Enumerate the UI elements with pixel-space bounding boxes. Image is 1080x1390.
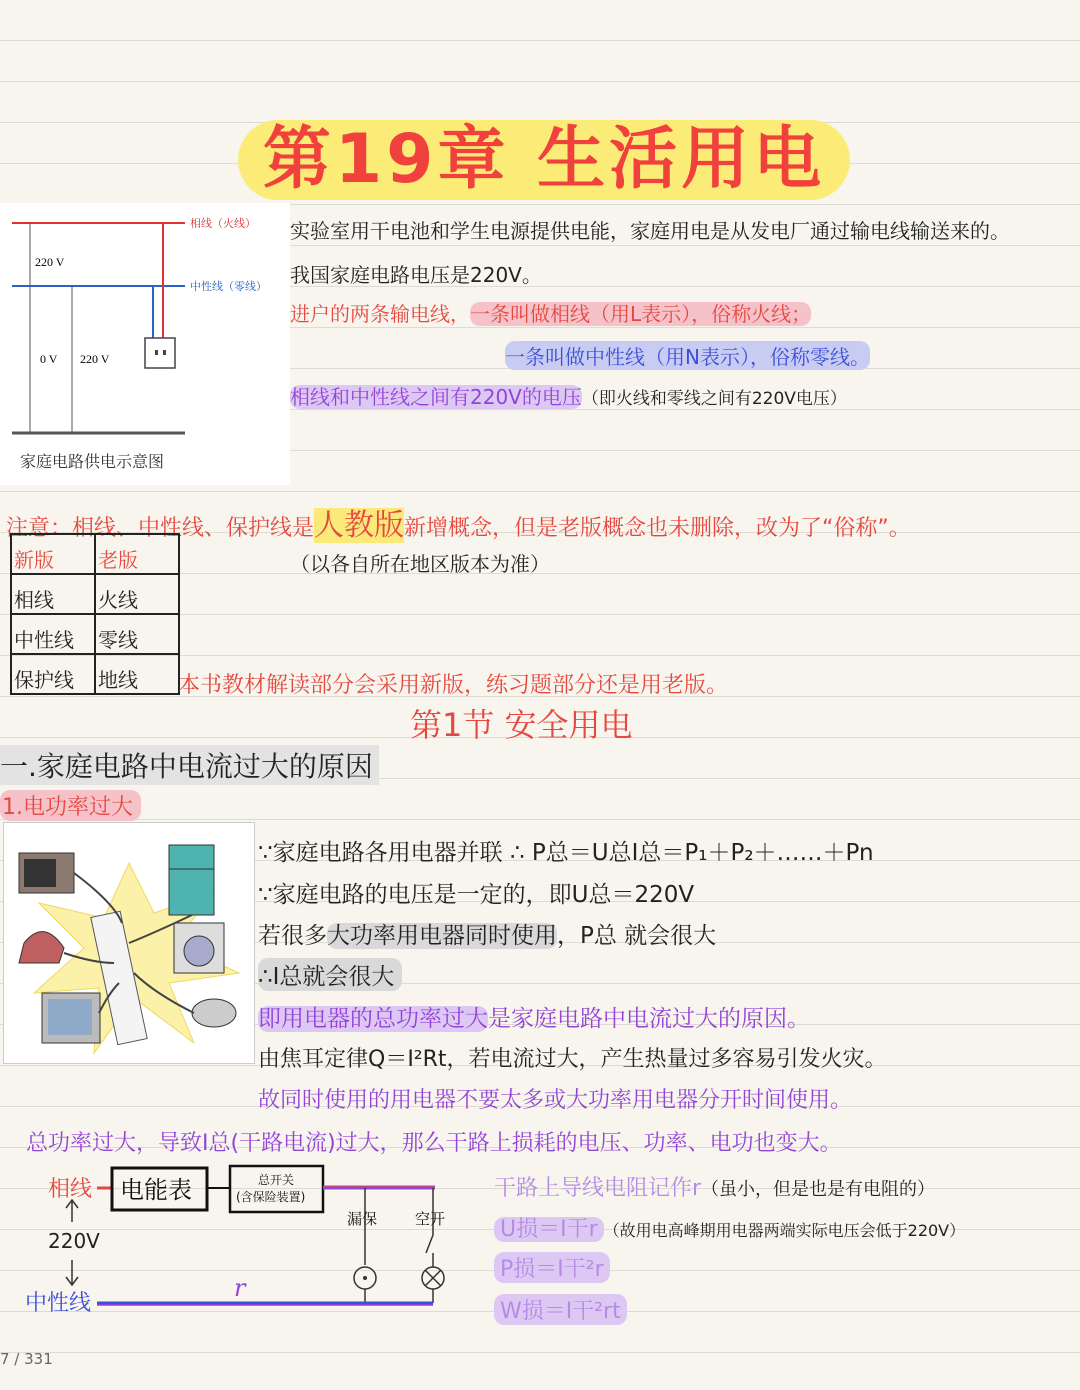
voltage-note: （即火线和零线之间有220V电压） bbox=[581, 389, 847, 409]
table-row bbox=[11, 534, 179, 574]
table-row bbox=[11, 614, 179, 654]
v-zero-label: 0 V bbox=[40, 352, 58, 366]
main-line-svg bbox=[0, 1160, 480, 1340]
circuit-neutral-label: 中性线 bbox=[25, 1291, 92, 1316]
work-loss-formula: W损＝I干²rt bbox=[494, 1294, 627, 1325]
formula-2a: U损＝I干r bbox=[494, 1217, 604, 1242]
intro-line-1: 实验室用干电池和学生电源提供电能，家庭用电是从发电厂通过输电线输送来的。 bbox=[290, 219, 1010, 243]
table-cell: 老版 bbox=[95, 534, 179, 574]
reason-line-6: 由焦耳定律Q＝I²Rt，若电流过大，产生热量过多容易引发火灾。 bbox=[258, 1047, 887, 1072]
reason-line-5 bbox=[258, 1000, 810, 1033]
table-row bbox=[11, 654, 179, 694]
table-cell: 新版 bbox=[11, 534, 95, 574]
household-circuit-diagram bbox=[0, 203, 290, 485]
version-table bbox=[10, 533, 180, 695]
reason-5a: 即用电器的总功率过大 bbox=[258, 1006, 488, 1032]
reason-line-1: ∵家庭电路各用电器并联 ∴ P总＝U总I总＝P₁＋P₂＋……＋Pn bbox=[258, 840, 874, 866]
subheading-power: 1.电功率过大 bbox=[0, 790, 141, 821]
reason-line-7: 故同时使用的用电器不要太多或大功率用电器分开时间使用。 bbox=[258, 1088, 853, 1113]
neutral-definition: 一条叫做中性线（用N表示），俗称零线。 bbox=[505, 341, 870, 370]
v-top-label: 220 V bbox=[35, 255, 65, 269]
reason-5b: 是家庭电路中电流过大的原因。 bbox=[488, 1006, 810, 1032]
table-cell: 零线 bbox=[95, 614, 179, 654]
intro-line-3a: 进户的两条输电线， bbox=[290, 302, 470, 326]
air-switch-label: 空开 bbox=[415, 1210, 446, 1228]
note-suffix: 新增概念，但是老版概念也未删除，改为了“俗称”。 bbox=[404, 516, 911, 541]
formula-1b: （虽小，但是也是有电阻的） bbox=[701, 1179, 936, 1200]
heading-1: 一.家庭电路中电流过大的原因 bbox=[0, 745, 379, 785]
neutral-wire-label: 中性线（零线） bbox=[190, 280, 267, 293]
meter-label: 电能表 bbox=[120, 1176, 192, 1204]
reason-line-4: ∴I总就会很大 bbox=[258, 958, 402, 991]
main-switch-sub-label: (含保险装置) bbox=[236, 1190, 306, 1204]
voltage-statement: 相线和中性线之间有220V的电压 bbox=[290, 385, 582, 409]
intro-line-2: 我国家庭电路电压是220V。 bbox=[290, 263, 542, 287]
table-row bbox=[11, 574, 179, 614]
leak-protector-label: 漏保 bbox=[347, 1210, 378, 1228]
intro-line-5 bbox=[290, 381, 847, 410]
table-cell: 中性线 bbox=[11, 614, 95, 654]
region-note: （以各自所在地区版本为准） bbox=[290, 552, 550, 576]
chapter-title: 第19章 生活用电 bbox=[238, 120, 850, 200]
voltage-loss-formula bbox=[494, 1212, 965, 1243]
reason-line-3 bbox=[258, 917, 716, 950]
power-loss-formula: P损＝I干²r bbox=[494, 1252, 610, 1283]
reason-line-2: ∵家庭电路的电压是一定的，即U总＝220V bbox=[258, 882, 695, 908]
v-right-label: 220 V bbox=[80, 352, 110, 366]
circuit-phase-label: 相线 bbox=[48, 1177, 93, 1202]
diagram-caption: 家庭电路供电示意图 bbox=[20, 452, 165, 471]
note-prefix: 注意：相线、中性线、保护线是 bbox=[6, 516, 315, 541]
circuit-voltage-label: 220V bbox=[48, 1229, 100, 1253]
main-line-circuit bbox=[0, 1160, 480, 1340]
phase-definition: 一条叫做相线（用L表示），俗称火线； bbox=[470, 302, 812, 326]
page-indicator: 7 / 331 bbox=[0, 1350, 53, 1368]
formula-2b: （故用电高峰期用电器两端实际电压会低于220V） bbox=[603, 1221, 966, 1240]
usage-note: 本书教材解读部分会采用新版，练习题部分还是用老版。 bbox=[178, 673, 729, 698]
formula-1a: 干路上导线电阻记作r bbox=[494, 1176, 702, 1201]
main-switch-label: 总开关 bbox=[258, 1173, 295, 1187]
note-highlight: 人教版 bbox=[314, 508, 405, 543]
table-cell: 火线 bbox=[95, 574, 179, 614]
reason-3c: ，P总 就会很大 bbox=[557, 923, 717, 949]
phase-wire-label: 相线（火线） bbox=[190, 217, 256, 230]
circuit-svg bbox=[0, 203, 290, 485]
table-cell: 保护线 bbox=[11, 654, 95, 694]
resistance-note bbox=[494, 1171, 935, 1202]
line-resistance-label: r bbox=[234, 1274, 246, 1302]
reason-3b: 大功率用电器同时使用 bbox=[327, 923, 557, 949]
section-title: 第1节 安全用电 bbox=[410, 706, 633, 744]
overloaded-outlet-illustration bbox=[3, 822, 255, 1064]
reason-3a: 若很多 bbox=[258, 923, 327, 949]
reason-line-8: 总功率过大，导致I总(干路电流)过大，那么干路上损耗的电压、功率、电功也变大。 bbox=[26, 1131, 842, 1156]
appliances-svg bbox=[4, 823, 254, 1063]
table-cell: 地线 bbox=[95, 654, 179, 694]
table-cell: 相线 bbox=[11, 574, 95, 614]
intro-line-3 bbox=[290, 298, 811, 327]
